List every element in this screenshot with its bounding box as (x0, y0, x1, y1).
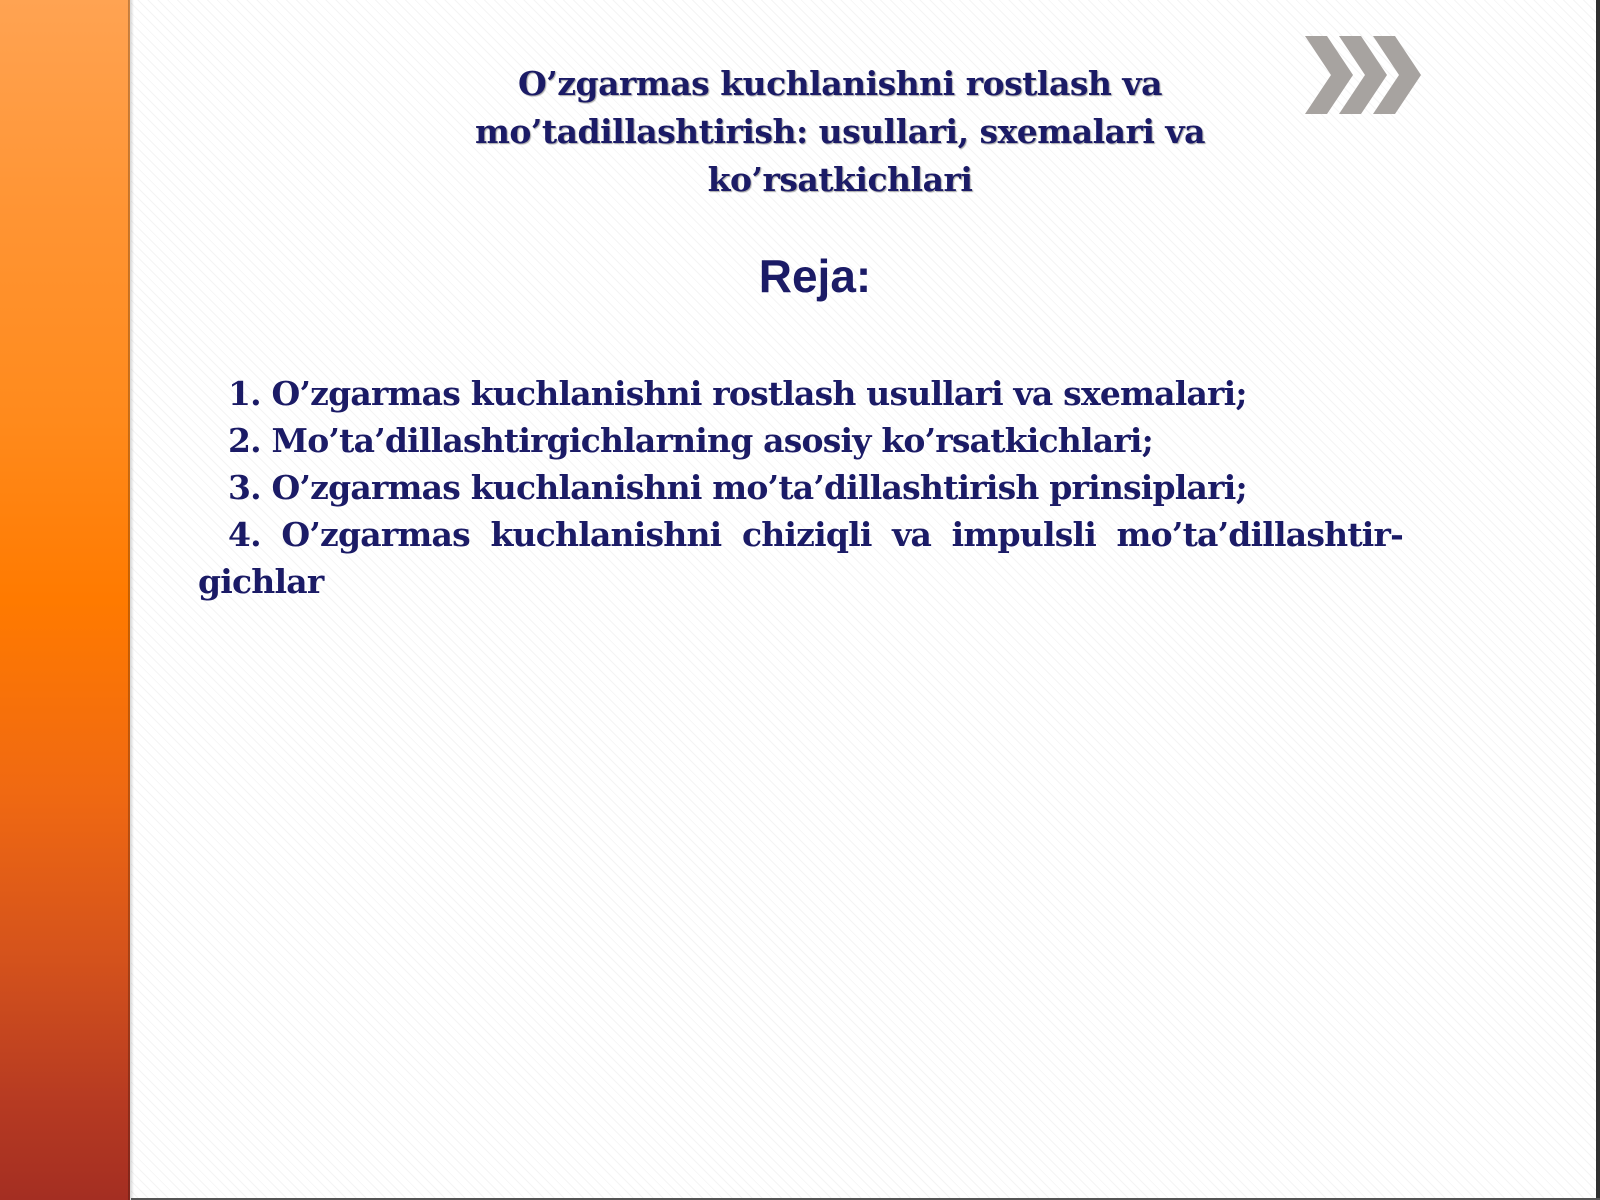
orange-sidebar (0, 0, 130, 1200)
plan-heading: Reja: (758, 250, 872, 302)
chevron-1 (1305, 36, 1353, 114)
sidebar-shadow (128, 0, 134, 1200)
plan-list (198, 370, 1403, 605)
triple-chevron-right-icon (1305, 36, 1425, 114)
plan-item: 3. O’zgarmas kuchlanishni mo’ta’dillashtirish prinsiplari; (228, 468, 1247, 507)
slide-right-border (1596, 0, 1600, 1200)
plan-item: 2. Mo’ta’dillashtirgichlarning asosiy ko’rsatkichlari; (228, 421, 1153, 460)
plan-item: 1. O’zgarmas kuchlanishni rostlash usullari va sxemalari; (228, 374, 1247, 413)
plan-item: 4. O’zgarmas kuchlanishni chiziqli va impulsli mo’ta’dillashtir-gichlar (198, 515, 1403, 601)
slide-title: O’zgarmas kuchlanishni rostlash va mo’tadillashtirish: usullari, sxemalari va ko’rsatkichlari (475, 64, 1205, 199)
